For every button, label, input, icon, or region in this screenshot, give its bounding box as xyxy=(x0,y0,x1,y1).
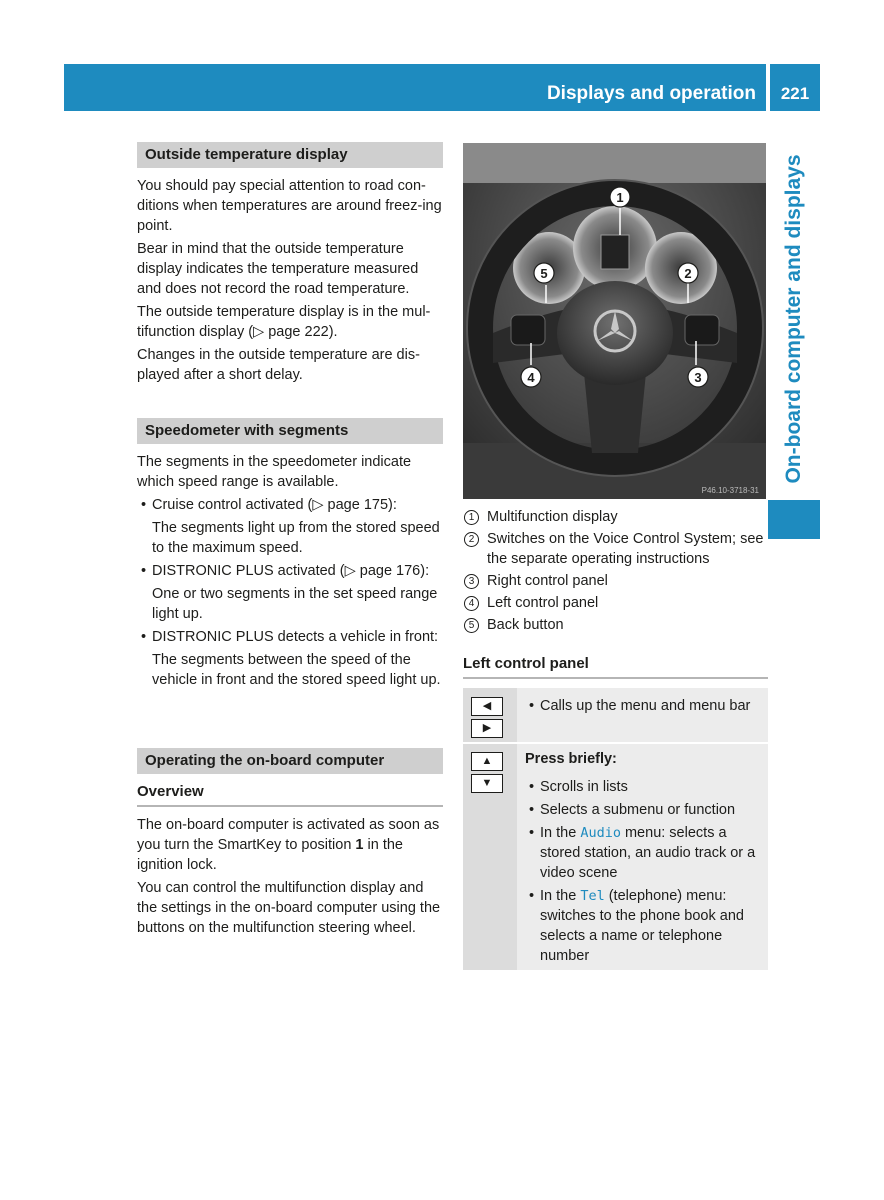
paragraph: The segments in the speedometer indicate which speed range is available. xyxy=(137,454,412,490)
bullet-item: • Scrolls in lists xyxy=(525,777,763,797)
callout-2: 2 xyxy=(684,266,692,281)
callout-3: 3 xyxy=(694,370,702,385)
steering-wheel-photo xyxy=(463,143,766,499)
legend-item: 3 Right control panel xyxy=(463,571,768,591)
left-arrow-key-icon: ◀ xyxy=(471,697,503,716)
legend-number: 3 xyxy=(464,574,479,589)
bullet-item: • In the Tel (telephone) menu: switches to the phone book and selects a name or telephone number xyxy=(525,886,763,966)
bullet-item: • Selects a submenu or function xyxy=(525,800,763,820)
row-description: • Calls up the menu and menu bar xyxy=(525,696,763,719)
control-table-row xyxy=(463,688,768,742)
bullet-text: The segments light up from the stored speed to the maximum speed. xyxy=(152,520,440,556)
onboard-section xyxy=(137,748,443,941)
outside-temp-section xyxy=(137,142,443,388)
section-heading: Outside temperature display xyxy=(137,142,443,168)
press-label: Press briefly: xyxy=(525,751,617,767)
legend-number: 5 xyxy=(464,618,479,633)
paragraph: Changes in the outside temperature are dis-played after a short delay. xyxy=(137,347,420,383)
bullet-item: • Cruise control activated (▷ page 175): xyxy=(137,495,443,515)
subheading: Overview xyxy=(137,782,443,807)
callout-1: 1 xyxy=(616,190,624,205)
callout-4: 4 xyxy=(527,370,535,385)
side-tab-marker xyxy=(768,500,820,539)
speedometer-section xyxy=(137,418,443,693)
section-heading: Speedometer with segments xyxy=(137,418,443,444)
legend-item: 4 Left control panel xyxy=(463,593,768,613)
header-title: Displays and operation xyxy=(546,83,756,104)
legend-item: 2 Switches on the Voice Control System; see the separate operating instructions xyxy=(463,529,768,569)
section-heading: Operating the on-board computer xyxy=(137,748,443,774)
bullet-text: One or two segments in the set speed range light up. xyxy=(152,586,438,622)
right-arrow-key-icon: ▶ xyxy=(471,719,503,738)
side-tab xyxy=(768,142,820,497)
paragraph: You can control the multifunction display and the settings in the on-board computer using the buttons on the multifunction steering wheel. xyxy=(137,880,441,936)
figure-legend xyxy=(463,507,768,637)
paragraph: You should pay special attention to road con-ditions when temperatures are around freez-ing point. xyxy=(137,178,442,234)
legend-number: 4 xyxy=(464,596,479,611)
figure-code: P46.10-3718-31 xyxy=(701,486,759,495)
paragraph: The outside temperature display is in the mul-tifunction display (▷ page 222). xyxy=(137,304,431,340)
control-table-row xyxy=(463,744,768,970)
bullet-item: • DISTRONIC PLUS activated (▷ page 176): xyxy=(137,561,443,581)
key-column xyxy=(463,744,517,970)
paragraph: The on-board computer is activated as soon as you turn the SmartKey to position 1 in the ignition lock. xyxy=(137,817,440,873)
key-column xyxy=(463,688,517,742)
page-header xyxy=(64,64,820,111)
up-arrow-key-icon: ▲ xyxy=(471,752,503,771)
down-arrow-key-icon: ▼ xyxy=(471,774,503,793)
legend-number: 2 xyxy=(464,532,479,547)
bullet-item: • DISTRONIC PLUS detects a vehicle in front: xyxy=(137,627,443,647)
left-control-panel-title: Left control panel xyxy=(463,655,768,679)
paragraph: Bear in mind that the outside temperature display indicates the temperature measured and does not record the road temperature. xyxy=(137,241,419,297)
legend-number: 1 xyxy=(464,510,479,525)
legend-item: 1 Multifunction display xyxy=(463,507,768,527)
callout-5: 5 xyxy=(540,266,548,281)
row-description xyxy=(525,749,763,969)
bullet-item: • In the Audio menu: selects a stored station, an audio track or a video scene xyxy=(525,823,763,883)
side-tab-label: On-board computer and displays xyxy=(782,154,805,484)
bullet-text: The segments between the speed of the vehicle in front and the stored speed light up. xyxy=(152,652,441,688)
legend-item: 5 Back button xyxy=(463,615,768,635)
page-number: 221 xyxy=(780,84,810,103)
